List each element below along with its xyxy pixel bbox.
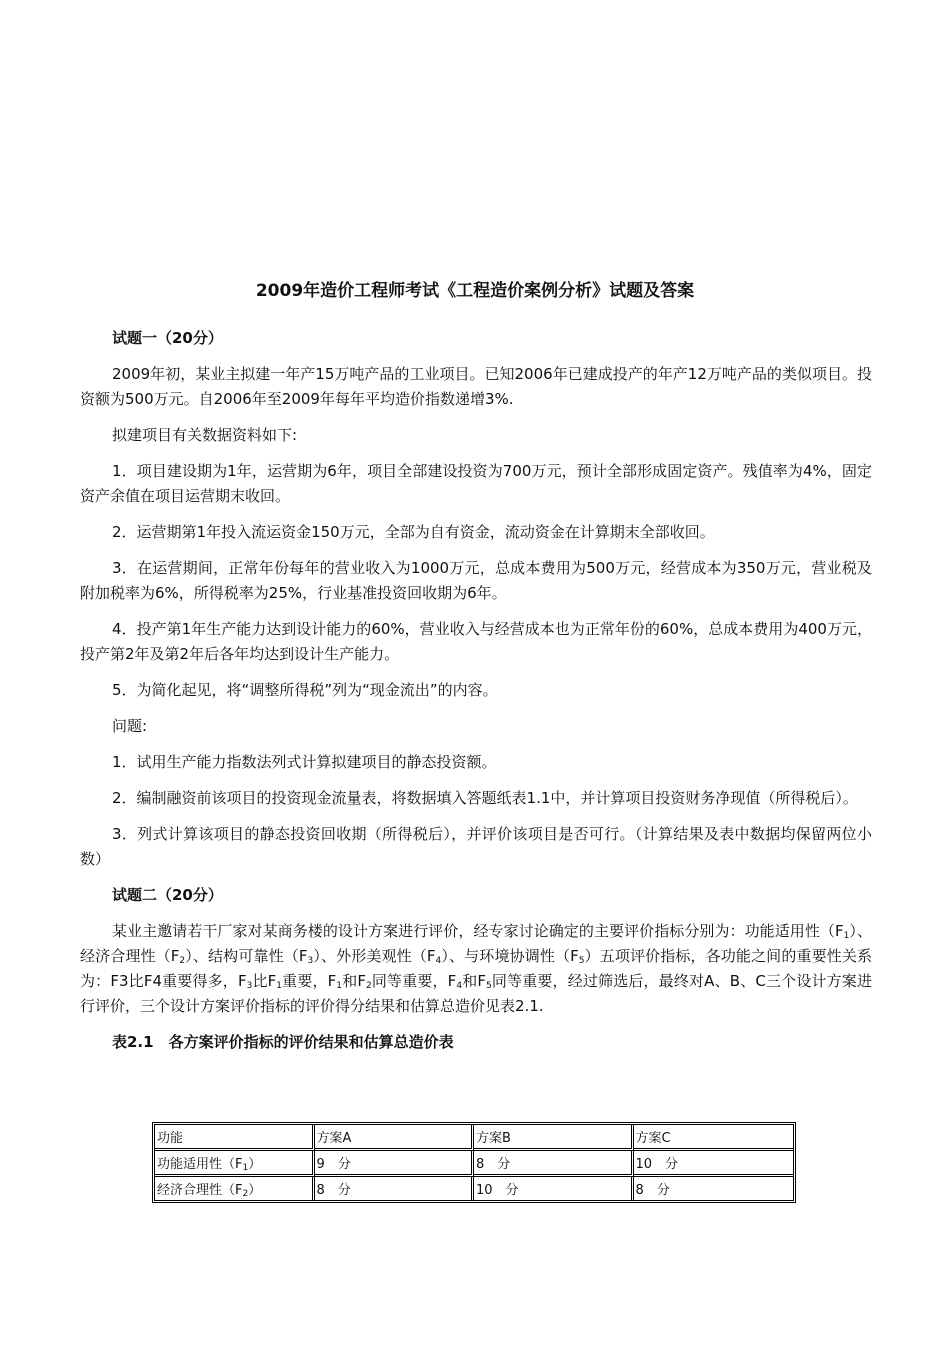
table-header-row bbox=[155, 1125, 793, 1151]
q2-paragraph bbox=[80, 919, 872, 1019]
q2-text: 重要，F bbox=[282, 972, 337, 990]
q1-question-1: 1．试用生产能力指数法列式计算拟建项目的静态投资额。 bbox=[112, 753, 497, 771]
table-cell: 8 分 bbox=[635, 1183, 670, 1198]
q1-item-1: 1．项目建设期为1年，运营期为6年，项目全部建设投资为700万元，预计全部形成固定资产。残值率为4%，固定资产余值在项目运营期末收回。 bbox=[80, 462, 872, 505]
table-header-cell: 方案A bbox=[315, 1125, 475, 1151]
q2-text: 和F bbox=[462, 972, 487, 990]
q2-text: ）、外形美观性（F bbox=[313, 947, 436, 965]
table-header-cell: 方案C bbox=[634, 1125, 794, 1151]
q2-sub: 1 bbox=[336, 981, 343, 991]
table-cell: 10 分 bbox=[634, 1151, 794, 1177]
q2-text: 比F bbox=[252, 972, 277, 990]
table-header-cell: 功能 bbox=[155, 1125, 315, 1151]
q2-text: ）五项评价指标，各功能之间的重要性关系为：F3比F4重要得多，F bbox=[80, 947, 872, 990]
row-label: 经济合理性（F bbox=[157, 1183, 243, 1198]
table-cell-label bbox=[155, 1151, 315, 1177]
q1-questions-label: 问题: bbox=[112, 717, 148, 735]
row-label-close: ） bbox=[248, 1183, 262, 1198]
page-title: 2009年造价工程师考试《工程造价案例分析》试题及答案 bbox=[255, 281, 695, 301]
q2-sub: 3 bbox=[246, 981, 253, 991]
q2-text: ）、经济合理性（F bbox=[80, 922, 872, 965]
q2-text: 同等重要，F bbox=[371, 972, 457, 990]
q2-sub: 4 bbox=[456, 981, 463, 991]
evaluation-table bbox=[152, 1122, 796, 1203]
q2-text: 某业主邀请若干厂家对某商务楼的设计方案进行评价，经专家讨论确定的主要评价指标分别为：功能适用性（F bbox=[112, 922, 844, 940]
q2-sub: 5 bbox=[578, 956, 585, 966]
table-header-cell: 方案B bbox=[474, 1125, 634, 1151]
q1-item-2: 2．运营期第1年投入流运资金150万元，全部为自有资金，流动资金在计算期末全部收回。 bbox=[112, 523, 715, 541]
table-caption: 表2.1 各方案评价指标的评价结果和估算总造价表 bbox=[112, 1033, 454, 1051]
q2-text: 和F bbox=[342, 972, 366, 990]
row-label-sub: 1 bbox=[242, 1163, 249, 1173]
table-cell-label bbox=[155, 1177, 315, 1200]
q1-item-3: 3．在运营期间，正常年份每年的营业收入为1000万元，总成本费用为500万元，经营成本为350万元，营业税及附加税率为6%，所得税率为25%，行业基准投资回收期为6年。 bbox=[80, 559, 872, 602]
q1-item-5: 5．为简化起见，将“调整所得税”列为“现金流出”的内容。 bbox=[112, 681, 498, 699]
row-label-close: ） bbox=[248, 1157, 262, 1172]
q1-question-2: 2．编制融资前该项目的投资现金流量表，将数据填入答题纸表1.1中，并计算项目投资财务净现值（所得税后）。 bbox=[112, 789, 858, 807]
table-row bbox=[155, 1177, 793, 1200]
q2-text: 同等重要，经过筛选后，最终对A、B、C三个设计方案进行评价，三个设计方案评价指标的评价得分结果和估算总造价见表2.1. bbox=[80, 972, 872, 1015]
q2-sub: 2 bbox=[179, 956, 186, 966]
q2-sub: 1 bbox=[276, 981, 283, 991]
q2-sub: 2 bbox=[365, 981, 372, 991]
q1-intro: 2009年初，某业主拟建一年产15万吨产品的工业项目。已知2006年已建成投产的年产12万吨产品的类似项目。投资额为500万元。自2006年至2009年每年平均造价指数递增3%. bbox=[80, 365, 872, 408]
q1-question-3: 3．列式计算该项目的静态投资回收期（所得税后），并评价该项目是否可行。（计算结果及表中数据均保留两位小数） bbox=[80, 825, 872, 868]
q2-sub: 1 bbox=[843, 931, 850, 941]
table-cell: 8 分 bbox=[474, 1151, 634, 1177]
table-cell: 10 分 bbox=[474, 1177, 634, 1200]
q2-sub: 5 bbox=[486, 981, 492, 991]
row-label: 功能适用性（F bbox=[157, 1157, 243, 1172]
row-label-sub: 2 bbox=[242, 1189, 249, 1199]
q1-data-intro: 拟建项目有关数据资料如下: bbox=[112, 426, 298, 444]
q1-heading: 试题一（20分） bbox=[112, 329, 223, 347]
q2-text: ）、结构可靠性（F bbox=[185, 947, 308, 965]
q2-text: ）、与环境协调性（F bbox=[441, 947, 579, 965]
q2-sub: 3 bbox=[307, 956, 314, 966]
q2-sub: 4 bbox=[435, 956, 442, 966]
table-cell: 9 分 bbox=[315, 1151, 475, 1177]
document-body bbox=[80, 326, 872, 1065]
table-cell: 8 分 bbox=[315, 1177, 475, 1200]
q1-item-4: 4．投产第1年生产能力达到设计能力的60%，营业收入与经营成本也为正常年份的60%，总成本费用为400万元，投产第2年及第2年后各年均达到设计生产能力。 bbox=[80, 620, 872, 663]
q2-heading: 试题二（20分） bbox=[112, 886, 223, 904]
table-row bbox=[155, 1151, 793, 1177]
